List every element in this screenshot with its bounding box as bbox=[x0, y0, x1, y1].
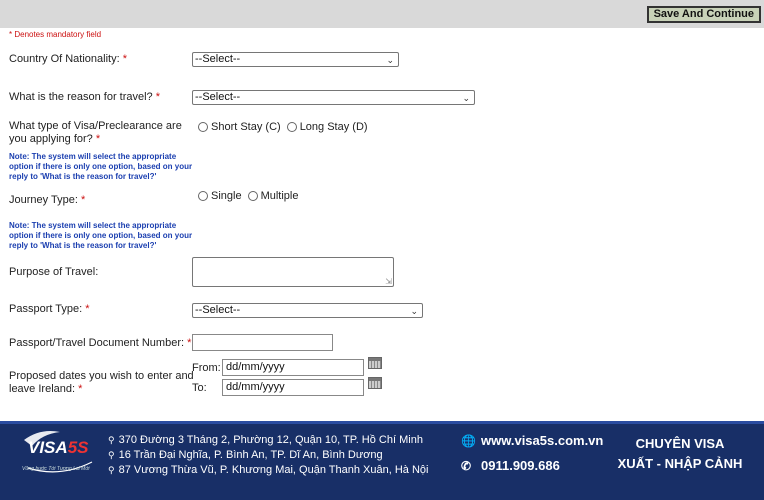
logo-accent-text: 5S bbox=[67, 438, 89, 457]
calendar-icon[interactable] bbox=[368, 377, 382, 389]
chevron-down-icon: ⌄ bbox=[410, 306, 418, 316]
passport-type-select[interactable] bbox=[192, 303, 423, 318]
single-option[interactable] bbox=[198, 190, 242, 202]
passport-number-label-text: Passport/Travel Document Number: bbox=[9, 337, 185, 349]
nationality-select-value: --Select-- bbox=[195, 53, 241, 65]
long-stay-option[interactable] bbox=[287, 121, 368, 133]
passport-number-input[interactable] bbox=[192, 334, 333, 351]
single-label: Single bbox=[211, 190, 242, 202]
required-mark: * bbox=[187, 337, 192, 349]
from-date-input[interactable]: dd/mm/yyyy bbox=[222, 359, 364, 376]
required-mark: * bbox=[85, 303, 90, 315]
multiple-label: Multiple bbox=[260, 190, 299, 202]
address-line-3 bbox=[108, 464, 428, 476]
slogan-line-2: XUẤT - NHẬP CẢNH bbox=[617, 456, 743, 471]
journey-type-radio-group bbox=[198, 190, 304, 202]
address-text-2: 16 Trần Đại Nghĩa, P. Bình An, TP. Dĩ An, Bình Dương bbox=[118, 449, 383, 461]
website-contact[interactable] bbox=[461, 433, 603, 448]
phone-icon: ✆ bbox=[461, 459, 472, 473]
reason-label bbox=[9, 91, 160, 104]
to-label: To: bbox=[192, 382, 207, 394]
visa-type-label-line2: you applying for? bbox=[9, 133, 93, 145]
chevron-down-icon: ⌄ bbox=[462, 93, 470, 103]
top-toolbar bbox=[0, 0, 764, 28]
short-stay-label: Short Stay (C) bbox=[211, 121, 281, 133]
from-label: From: bbox=[192, 362, 221, 374]
footer-divider bbox=[0, 421, 764, 424]
visa-type-label bbox=[9, 120, 182, 146]
dates-label-line1: Proposed dates you wish to enter and bbox=[9, 370, 194, 382]
location-pin-icon: ⚲ bbox=[108, 435, 115, 445]
logo-tagline: Vững bước Tới Tương Lai Mới bbox=[22, 466, 90, 472]
reason-select[interactable] bbox=[192, 90, 475, 105]
reason-select-value: --Select-- bbox=[195, 91, 241, 103]
reason-label-text: What is the reason for travel? bbox=[9, 91, 153, 103]
address-text-3: 87 Vương Thừa Vũ, P. Khương Mai, Quận Thanh Xuân, Hà Nội bbox=[118, 464, 429, 476]
journey-type-label-text: Journey Type: bbox=[9, 194, 78, 206]
required-mark: * bbox=[95, 133, 101, 145]
address-line-1 bbox=[108, 434, 423, 446]
passport-type-select-value: --Select-- bbox=[195, 304, 241, 316]
journey-type-note: Note: The system will select the appropriate option if there is only one option, based on your reply to 'What is the reason for travel?' bbox=[9, 221, 193, 250]
required-mark: * bbox=[155, 91, 161, 103]
address-line-2 bbox=[108, 449, 383, 461]
radio-button[interactable] bbox=[198, 191, 208, 201]
save-and-continue-button[interactable]: Save And Continue bbox=[647, 6, 761, 23]
multiple-option[interactable] bbox=[248, 190, 299, 202]
required-mark: * bbox=[122, 53, 127, 65]
website-text: www.visa5s.com.vn bbox=[481, 433, 604, 448]
required-mark: * bbox=[78, 383, 83, 395]
nationality-label-text: Country Of Nationality: bbox=[9, 53, 120, 65]
location-pin-icon: ⚲ bbox=[108, 450, 115, 460]
visa-type-note: Note: The system will select the appropriate option if there is only one option, based on your reply to 'What is the reason for travel?' bbox=[9, 152, 193, 181]
visa-type-radio-group bbox=[198, 121, 374, 133]
journey-type-label bbox=[9, 194, 85, 207]
resize-grip-icon[interactable]: ⇲ bbox=[385, 277, 392, 286]
location-pin-icon: ⚲ bbox=[108, 465, 115, 475]
passport-number-label bbox=[9, 337, 191, 350]
phone-text: 0911.909.686 bbox=[481, 458, 560, 473]
dates-label-line2: leave Ireland: bbox=[9, 383, 76, 395]
calendar-icon[interactable] bbox=[368, 357, 382, 369]
short-stay-option[interactable] bbox=[198, 121, 281, 133]
purpose-textarea[interactable] bbox=[192, 257, 394, 287]
to-date-input[interactable]: dd/mm/yyyy bbox=[222, 379, 364, 396]
passport-type-label bbox=[9, 303, 90, 316]
radio-button[interactable] bbox=[248, 191, 258, 201]
logo-main-text: VISA bbox=[28, 438, 68, 457]
required-mark: * bbox=[80, 194, 86, 206]
mandatory-field-note: * Denotes mandatory field bbox=[9, 30, 102, 39]
radio-button[interactable] bbox=[198, 122, 208, 132]
passport-type-label-text: Passport Type: bbox=[9, 303, 83, 315]
long-stay-label: Long Stay (D) bbox=[299, 121, 368, 133]
globe-icon: 🌐 bbox=[461, 434, 476, 448]
logo-wordmark bbox=[28, 438, 88, 458]
chevron-down-icon: ⌄ bbox=[386, 55, 394, 65]
address-text-1: 370 Đường 3 Tháng 2, Phường 12, Quận 10, TP. Hồ Chí Minh bbox=[118, 434, 423, 446]
nationality-select[interactable] bbox=[192, 52, 399, 67]
dates-label bbox=[9, 370, 194, 396]
purpose-label: Purpose of Travel: bbox=[9, 266, 99, 278]
nationality-label bbox=[9, 53, 127, 66]
phone-contact[interactable] bbox=[461, 458, 560, 473]
slogan-line-1: CHUYÊN VISA bbox=[635, 436, 725, 451]
visa-type-label-line1: What type of Visa/Preclearance are bbox=[9, 120, 182, 132]
radio-button[interactable] bbox=[287, 122, 297, 132]
